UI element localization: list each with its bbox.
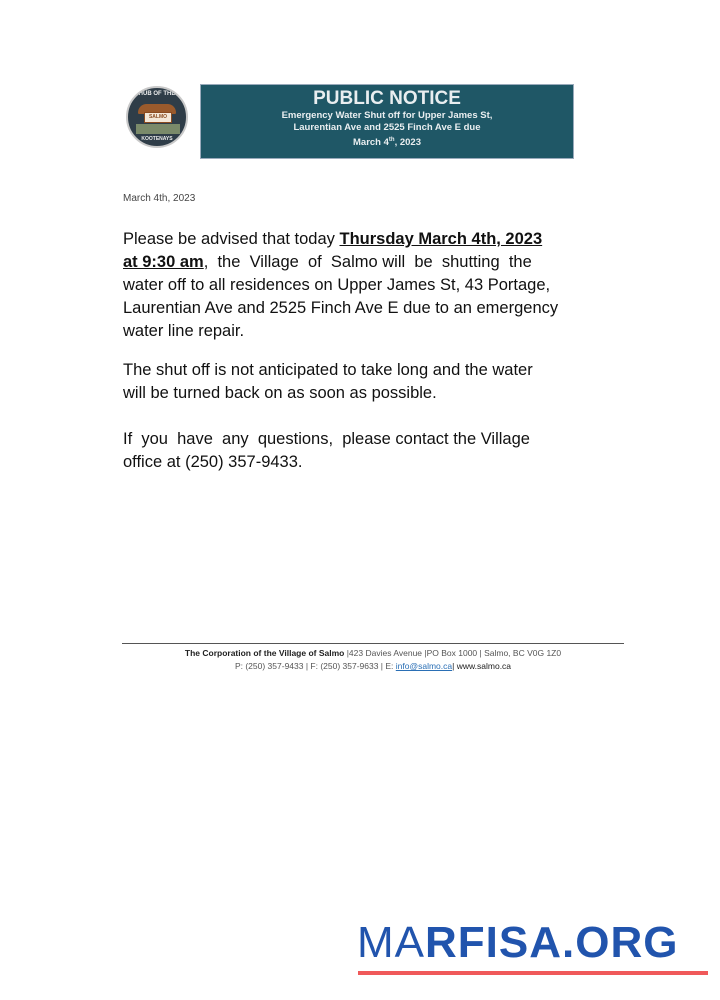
p1-line-4: Laurentian Ave and 2525 Finch Ave E due to an emergency [123, 299, 559, 317]
watermark-underline [358, 971, 708, 975]
footer-phone: P: (250) 357-9433 | F: (250) 357-9633 | E: [234, 661, 396, 671]
p1-line-3: water off to all residences on Upper James St, 43 Portage, [123, 276, 551, 294]
p2-line-2: will be turned back on as soon as possible. [123, 384, 437, 402]
banner-date-post: , 2023 [394, 137, 421, 149]
banner-title: PUBLIC NOTICE [313, 88, 461, 109]
watermark-bold: RFISA.ORG [425, 918, 679, 967]
paragraph-3 [123, 428, 595, 474]
logo-sign: SALMO [144, 112, 172, 123]
logo-ground [136, 124, 180, 134]
banner-date-pre: March 4 [353, 137, 389, 149]
p2-line-1: The shut off is not anticipated to take long and the water [123, 361, 533, 379]
logo-top-text: HUB OF THE [138, 91, 176, 97]
notice-banner [200, 84, 574, 159]
p1-line-1 [123, 228, 595, 251]
paragraph-2 [123, 359, 595, 405]
p3-line-1: If you have any questions, please contact the Village [123, 430, 530, 448]
logo-bottom-text: KOOTENAYS [141, 136, 173, 142]
p1-text: , the Village of Salmo will be shutting the [203, 253, 532, 271]
p1-date-emphasis: Thursday March 4th, 2023 [339, 230, 543, 248]
banner-subtitle-2: Laurentian Ave and 2525 Finch Ave E due [293, 122, 481, 133]
footer-email-link[interactable]: info@salmo.ca [395, 661, 453, 671]
footer-web: | www.salmo.ca [452, 661, 512, 671]
p3-line-2: office at (250) 357-9433. [123, 453, 303, 471]
p1-text: Please be advised that today [123, 230, 340, 248]
footer-line-1 [122, 647, 624, 660]
watermark-thin: MA [357, 918, 425, 967]
notice-date: March 4th, 2023 [123, 193, 196, 204]
banner-subtitle-1: Emergency Water Shut off for Upper James St, [281, 110, 493, 121]
footer-line-2 [122, 660, 624, 673]
p1-time-emphasis: at 9:30 am [123, 253, 204, 271]
footer-address: |423 Davies Avenue |PO Box 1000 | Salmo, BC V0G 1Z0 [344, 648, 562, 658]
banner-date-sup: th [388, 137, 395, 143]
footer-org: The Corporation of the Village of Salmo [184, 648, 345, 658]
p1-line-5: water line repair. [123, 322, 245, 340]
letterhead-footer [122, 643, 624, 673]
village-logo [126, 86, 188, 148]
paragraph-1 [123, 228, 595, 343]
banner-date [201, 134, 573, 149]
p1-line-2 [123, 251, 595, 274]
marfisa-watermark [357, 918, 678, 968]
